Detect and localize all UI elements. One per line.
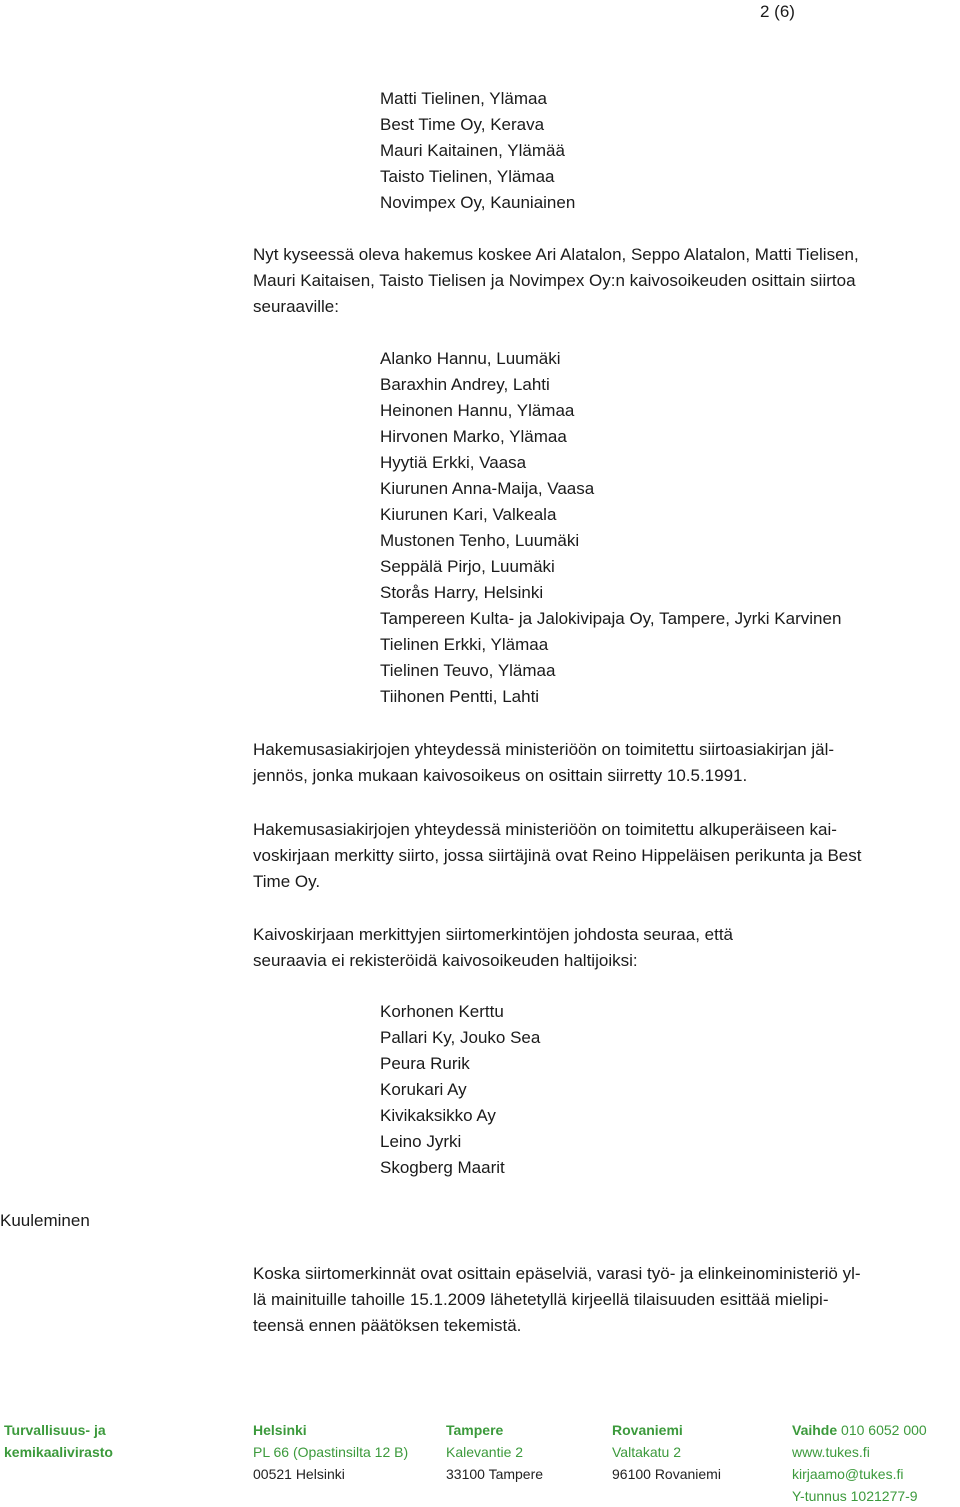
office-postal: 33100 Tampere xyxy=(446,1466,544,1482)
paragraph-line: jennös, jonka mukaan kaivosoikeus on osittain siirretty 10.5.1991. xyxy=(253,766,748,785)
list-item: Best Time Oy, Kerava xyxy=(380,115,545,134)
footer-tampere xyxy=(446,1419,543,1485)
list-item: Tielinen Erkki, Ylämaa xyxy=(380,635,549,654)
agency-name-line: kemikaalivirasto xyxy=(4,1444,113,1460)
office-address: Valtakatu 2 xyxy=(612,1444,682,1460)
list-item: Alanko Hannu, Luumäki xyxy=(380,349,561,368)
list-item: Kiurunen Anna-Maija, Vaasa xyxy=(380,479,595,498)
office-city: Rovaniemi xyxy=(612,1422,683,1438)
office-postal: 96100 Rovaniemi xyxy=(612,1466,721,1482)
website-link[interactable]: www.tukes.fi xyxy=(792,1444,870,1460)
non-holders-list xyxy=(380,999,540,1181)
paragraph-line: seuraaville: xyxy=(253,297,339,316)
footer-contact xyxy=(792,1419,927,1507)
footer xyxy=(0,1419,960,1504)
list-item: Hyytiä Erkki, Vaasa xyxy=(380,453,527,472)
list-item: Kivikaksikko Ay xyxy=(380,1106,496,1125)
office-address: PL 66 (Opastinsilta 12 B) xyxy=(253,1444,409,1460)
office-address: Kalevantie 2 xyxy=(446,1444,524,1460)
list-item: Novimpex Oy, Kauniainen xyxy=(380,193,576,212)
paragraph-line: seuraavia ei rekisteröidä kaivosoikeuden haltijoiksi: xyxy=(253,951,638,970)
list-item: Matti Tielinen, Ylämaa xyxy=(380,89,547,108)
paragraph-holders xyxy=(253,922,960,974)
phone-number: 010 6052 000 xyxy=(841,1422,927,1438)
footer-rovaniemi xyxy=(612,1419,721,1485)
paragraph-line: Mauri Kaitaisen, Taisto Tielisen ja Novimpex Oy:n kaivosoikeuden osittain siirtoa xyxy=(253,271,856,290)
list-item: Baraxhin Andrey, Lahti xyxy=(380,375,550,394)
list-item: Heinonen Hannu, Ylämaa xyxy=(380,401,575,420)
agency-name-line: Turvallisuus- ja xyxy=(4,1422,106,1438)
paragraph-line: Time Oy. xyxy=(253,872,321,891)
recipients-list xyxy=(380,346,841,710)
paragraph-line: lä mainituille tahoille 15.1.2009 lähetetyllä kirjeellä tilaisuuden esittää mielipi- xyxy=(253,1290,829,1309)
paragraph-hearing xyxy=(253,1261,960,1339)
page-number: 2 (6) xyxy=(760,2,795,21)
list-item: Tampereen Kulta- ja Jalokivipaja Oy, Tampere, Jyrki Karvinen xyxy=(380,609,842,628)
list-item: Tiihonen Pentti, Lahti xyxy=(380,687,540,706)
list-item: Mauri Kaitainen, Ylämää xyxy=(380,141,565,160)
list-item: Pallari Ky, Jouko Sea xyxy=(380,1028,541,1047)
phone-line xyxy=(792,1419,927,1441)
list-item: Taisto Tielinen, Ylämaa xyxy=(380,167,555,186)
list-item: Seppälä Pirjo, Luumäki xyxy=(380,557,555,576)
footer-agency xyxy=(4,1419,113,1463)
phone-label: Vaihde xyxy=(792,1422,838,1438)
email-link[interactable]: kirjaamo@tukes.fi xyxy=(792,1466,904,1482)
office-city: Tampere xyxy=(446,1422,504,1438)
paragraph-line: teensä ennen päätöksen tekemistä. xyxy=(253,1316,522,1335)
list-item: Kiurunen Kari, Valkeala xyxy=(380,505,557,524)
applicants-list xyxy=(380,86,575,216)
paragraph-line: Kaivoskirjaan merkittyjen siirtomerkintöjen johdosta seuraa, että xyxy=(253,925,734,944)
paragraph-original xyxy=(253,817,960,895)
paragraph-copy xyxy=(253,737,960,789)
list-item: Skogberg Maarit xyxy=(380,1158,505,1177)
office-city: Helsinki xyxy=(253,1422,307,1438)
list-item: Korhonen Kerttu xyxy=(380,1002,504,1021)
footer-helsinki xyxy=(253,1419,408,1485)
list-item: Mustonen Tenho, Luumäki xyxy=(380,531,580,550)
paragraph-line: Koska siirtomerkinnät ovat osittain epäselviä, varasi työ- ja elinkeinoministeriö yl- xyxy=(253,1264,861,1283)
list-item: Hirvonen Marko, Ylämaa xyxy=(380,427,567,446)
paragraph-line: Hakemusasiakirjojen yhteydessä ministeriöön on toimitettu siirtoasiakirjan jäl- xyxy=(253,740,835,759)
business-id: Y-tunnus 1021277-9 xyxy=(792,1488,918,1504)
paragraph-line: Nyt kyseessä oleva hakemus koskee Ari Alatalon, Seppo Alatalon, Matti Tielisen, xyxy=(253,245,859,264)
list-item: Korukari Ay xyxy=(380,1080,467,1099)
paragraph-transfer xyxy=(253,242,960,320)
section-heading-hearing: Kuuleminen xyxy=(0,1211,90,1230)
paragraph-line: voskirjaan merkitty siirto, jossa siirtäjinä ovat Reino Hippeläisen perikunta ja Best xyxy=(253,846,862,865)
office-postal: 00521 Helsinki xyxy=(253,1466,345,1482)
list-item: Peura Rurik xyxy=(380,1054,470,1073)
list-item: Storås Harry, Helsinki xyxy=(380,583,544,602)
list-item: Tielinen Teuvo, Ylämaa xyxy=(380,661,556,680)
paragraph-line: Hakemusasiakirjojen yhteydessä ministeriöön on toimitettu alkuperäiseen kai- xyxy=(253,820,837,839)
list-item: Leino Jyrki xyxy=(380,1132,462,1151)
